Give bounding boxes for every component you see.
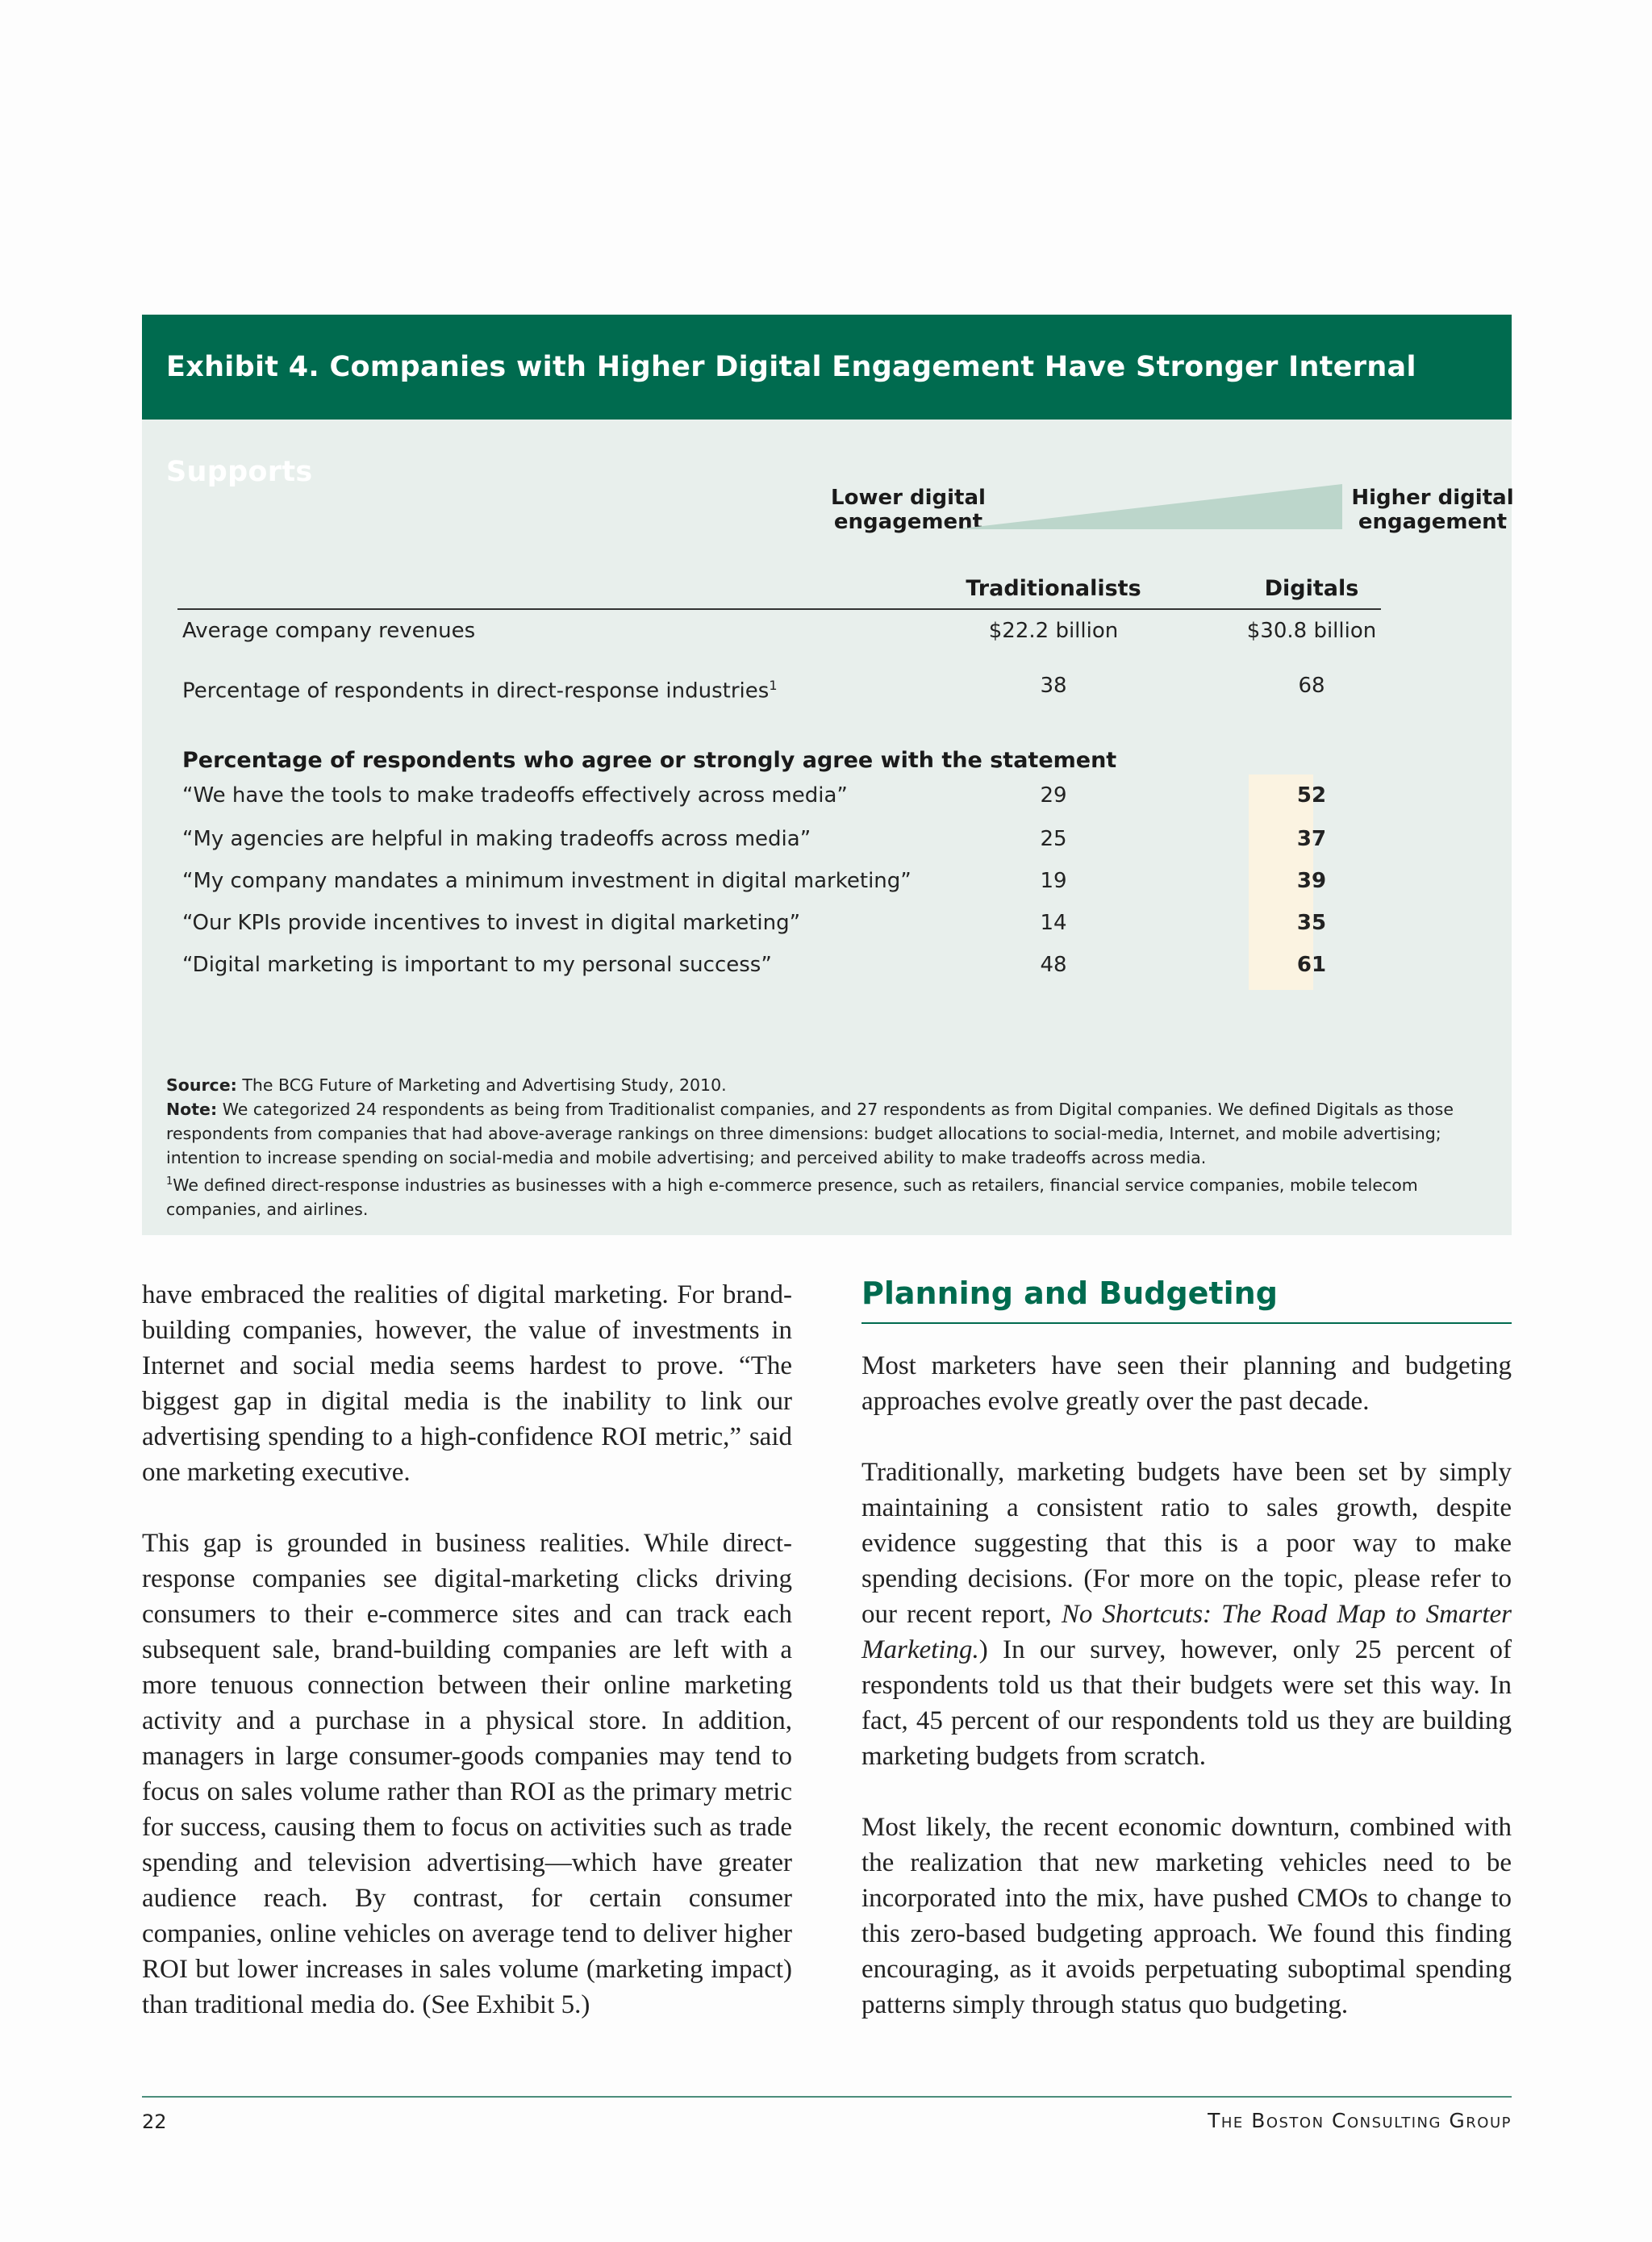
right-column-body — [861, 1348, 1512, 2023]
body-paragraph — [861, 1455, 1512, 1774]
statement-dig-value: 37 — [1296, 827, 1327, 851]
exhibit-title: Exhibit 4. Companies with Higher Digital Engagement Have Stronger Internal Supports — [142, 315, 1512, 420]
statement-trad-value: 29 — [1040, 783, 1067, 808]
statement-trad-value: 19 — [1040, 869, 1067, 893]
higher-engagement-label — [1328, 486, 1537, 534]
statement-label: “We have the tools to make tradeoffs effectively across media” — [182, 783, 848, 808]
exhibit-panel — [142, 315, 1512, 1235]
exhibit-notes — [166, 1073, 1497, 1221]
statement-dig-value: 52 — [1296, 783, 1327, 808]
statement-trad-value: 14 — [1040, 911, 1067, 935]
statement-label: “Our KPIs provide incentives to invest in digital marketing” — [182, 911, 801, 935]
row-label-revenues: Average company revenues — [182, 619, 476, 643]
cell-trad-direct-response: 38 — [1040, 674, 1067, 698]
statement-label: “My company mandates a minimum investment in digital marketing” — [182, 869, 912, 893]
higher-engagement-line1: Higher digital — [1351, 486, 1514, 510]
report-title: No Shortcuts: The Road Map to Smarter Marketing. — [861, 1600, 1512, 1664]
statement-label: “Digital marketing is important to my personal success” — [182, 953, 772, 977]
row-label-direct-response — [182, 673, 778, 704]
engagement-wedge-graphic — [955, 482, 1342, 531]
source-label: Source: — [166, 1075, 237, 1095]
footnote-text: We defined direct-response industries as businesses with a high e-commerce presence, such as retailers, financial service companies, mobile telecom companies, and airlines. — [166, 1175, 1418, 1219]
source-line — [166, 1073, 1497, 1097]
section-heading: Planning and Budgeting — [861, 1272, 1512, 1324]
note-text: We categorized 24 respondents as being from Traditionalist companies, and 27 respondents as from Digital companies. We defined Digitals as those respondents from companies that had above-average rankings on three dimensions: budget allocations to social-media, Internet, and mobile advertising; intention to increase spending on social-media and mobile advertising; and perceived ability to make tradeoffs across media. — [166, 1100, 1454, 1167]
statement-trad-value: 48 — [1040, 953, 1067, 977]
page-number: 22 — [142, 2110, 167, 2133]
footnote-line — [166, 1170, 1497, 1221]
lower-engagement-line1: Lower digital — [831, 486, 986, 510]
footnote-ref: 1 — [769, 678, 778, 693]
right-text-column — [861, 1277, 1512, 2058]
statement-label: “My agencies are helpful in making tradeoffs across media” — [182, 827, 811, 851]
body-paragraph: have embraced the realities of digital marketing. For brand-building companies, however, the value of investments in Internet and social media seems hardest to prove. “The biggest gap in digital media is the inability to link our advertising spending to a high-confidence ROI metric,” said one marketing executive. — [142, 1280, 792, 1487]
note-line — [166, 1097, 1497, 1170]
higher-engagement-line2: engagement — [1358, 510, 1508, 534]
body-paragraph: Most marketers have seen their planning and budgeting approaches evolve greatly over the past decade. — [861, 1351, 1512, 1416]
column-header-digitals: Digitals — [1264, 576, 1359, 601]
footnote-mark: 1 — [166, 1175, 173, 1188]
body-text: ) In our survey, however, only 25 percent of respondents told us that their budgets were set this way. In fact, 45 percent of our respondents told us they are building marketing budgets from scratch. — [861, 1635, 1512, 1771]
body-paragraph: Most likely, the recent economic downturn, combined with the realization that new marketing vehicles need to be incorporated into the mix, have pushed CMOs to change to this zero-based budgeting approach. We found this finding encouraging, as it avoids perpetuating suboptimal spending patterns simply through status quo budgeting. — [861, 1813, 1512, 2019]
footer-organization: The Boston Consulting Group — [1208, 2109, 1512, 2132]
statement-dig-value: 39 — [1296, 869, 1327, 893]
body-text: Traditionally, marketing budgets have been set by simply maintaining a consistent ratio to sales growth, despite evidence suggesting that this is a poor way to make spending decisions. (For more on the topic, please refer to our recent report, — [861, 1458, 1512, 1629]
left-text-column — [142, 1277, 792, 2058]
row-label-direct-response-text: Percentage of respondents in direct-response industries — [182, 678, 770, 703]
body-paragraph: This gap is grounded in business realities. While direct-response companies see digital-marketing clicks driving consumers to their e-commerce sites and can track each subsequent sale, brand-building companies are left with a more tenuous connection between their online marketing activity and a purchase in a physical store. In addition, managers in large consumer-goods companies may tend to focus on sales volume rather than ROI as the primary metric for success, causing them to focus on activities such as trade spending and television advertising—which have greater audience reach. By contrast, for certain consumer companies, online vehicles on average tend to deliver higher ROI but lower increases in sales volume (marketing impact) than traditional media do. (See Exhibit 5.) — [142, 1529, 792, 2019]
cell-dig-revenues: $30.8 billion — [1246, 619, 1377, 643]
note-label: Note: — [166, 1100, 218, 1119]
cell-dig-direct-response: 68 — [1298, 674, 1325, 698]
statement-dig-value: 35 — [1296, 911, 1327, 935]
source-text: The BCG Future of Marketing and Advertising Study, 2010. — [242, 1075, 727, 1095]
lower-engagement-line2: engagement — [833, 510, 983, 534]
statement-trad-value: 25 — [1040, 827, 1067, 851]
statement-dig-value: 61 — [1296, 953, 1327, 977]
footer-rule — [142, 2096, 1512, 2098]
statement-section-label: Percentage of respondents who agree or strongly agree with the statement — [182, 748, 1117, 773]
table-header-rule — [177, 608, 1381, 610]
column-header-traditionalists: Traditionalists — [966, 576, 1141, 601]
cell-trad-revenues: $22.2 billion — [988, 619, 1119, 643]
